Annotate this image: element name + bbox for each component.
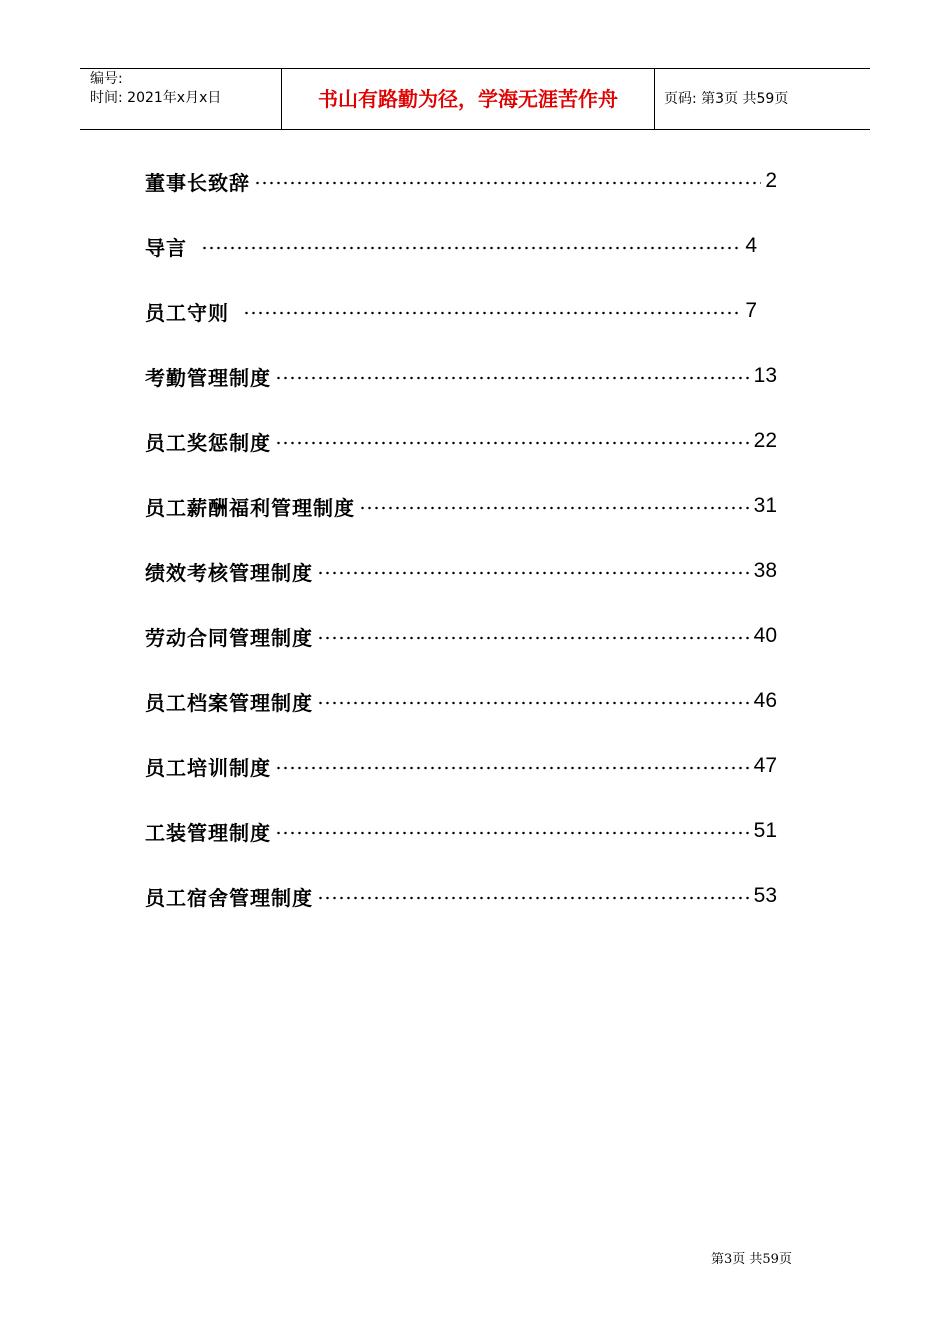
- header-page-number: 页码: 第3页 共59页: [664, 91, 789, 107]
- toc-entry-page: 7: [745, 299, 757, 322]
- toc-leader-dots: [317, 636, 750, 640]
- toc-leader-dots: [275, 376, 750, 380]
- toc-leader-dots: [275, 441, 750, 445]
- toc-entry-title: 董事长致辞: [145, 170, 250, 195]
- toc-entry-title: 员工档案管理制度: [145, 690, 313, 715]
- toc-leader-dots: [243, 311, 741, 315]
- toc-entry[interactable]: [145, 361, 777, 391]
- header-motto: 书山有路勤为径，学海无涯苦作舟: [318, 87, 618, 111]
- toc-leader-dots: [359, 506, 750, 510]
- toc-entry-page: 40: [753, 624, 777, 647]
- header-meta-cell: [80, 69, 282, 129]
- toc-entry-title: 劳动合同管理制度: [145, 625, 313, 650]
- toc-entry-page: 38: [753, 559, 777, 582]
- toc-entry[interactable]: [145, 621, 777, 651]
- toc-entry-title: 员工奖惩制度: [145, 430, 271, 455]
- toc-leader-dots: [317, 701, 750, 705]
- toc-leader-dots: [254, 181, 761, 185]
- toc-entry[interactable]: [145, 816, 777, 846]
- toc-leader-dots: [317, 571, 750, 575]
- toc-entry[interactable]: [145, 296, 757, 326]
- toc-entry-page: 4: [745, 234, 757, 257]
- toc-entry-page: 51: [753, 819, 777, 842]
- toc-leader-dots: [275, 831, 750, 835]
- toc-entry-title: 员工薪酬福利管理制度: [145, 495, 355, 520]
- toc-entry[interactable]: [145, 881, 777, 911]
- toc-entry-page: 46: [753, 689, 777, 712]
- toc-entry[interactable]: [145, 751, 777, 781]
- toc-entry-title: 工装管理制度: [145, 820, 271, 845]
- toc-entry-page: 47: [753, 754, 777, 777]
- toc-entry[interactable]: [145, 166, 777, 196]
- page-header: [80, 68, 870, 130]
- toc-entry-title: 员工宿舍管理制度: [145, 885, 313, 910]
- toc-entry-page: 31: [753, 494, 777, 517]
- toc-entry-title: 考勤管理制度: [145, 365, 271, 390]
- toc-entry[interactable]: [145, 491, 777, 521]
- toc-entry[interactable]: [145, 231, 757, 261]
- toc-entry[interactable]: [145, 556, 777, 586]
- document-code-label: 编号:: [90, 71, 123, 87]
- header-motto-cell: [282, 69, 655, 129]
- toc-entry-title: 绩效考核管理制度: [145, 560, 313, 585]
- toc-entry-title: 导言: [145, 235, 187, 260]
- page-footer: 第3页 共59页: [711, 1252, 792, 1267]
- toc-leader-dots: [275, 766, 750, 770]
- document-date: 时间: 2021年x月x日: [90, 90, 222, 106]
- toc-entry[interactable]: [145, 686, 777, 716]
- toc-entry[interactable]: [145, 426, 777, 456]
- toc-entry-page: 22: [753, 429, 777, 452]
- toc-entry-page: 13: [753, 364, 777, 387]
- toc-entry-title: 员工培训制度: [145, 755, 271, 780]
- toc-entry-title: 员工守则: [145, 300, 229, 325]
- toc-leader-dots: [317, 896, 750, 900]
- toc-entry-page: 2: [765, 169, 777, 192]
- toc-leader-dots: [201, 246, 741, 250]
- toc-entry-page: 53: [753, 884, 777, 907]
- header-page-cell: [655, 69, 870, 129]
